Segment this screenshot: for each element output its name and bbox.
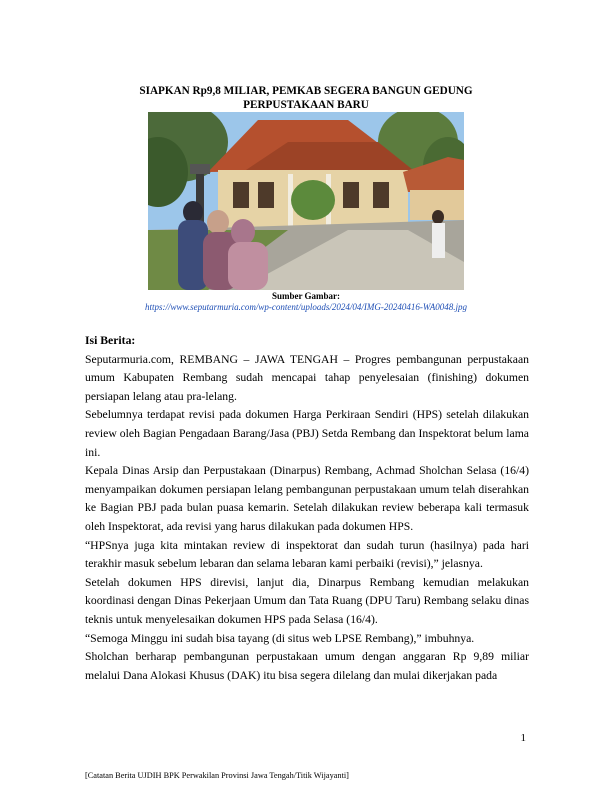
document-title-line2: PERPUSTAKAAN BARU <box>243 99 369 111</box>
page-number: 1 <box>520 732 526 744</box>
paragraph-1: Seputarmuria.com, REMBANG – JAWA TENGAH – Progres pembangunan perpustakaan umum Kabupaten Rembang sudah mencapai tahap penyelesaian (finishing) dokumen persiapan lelang atau pra-lelang. <box>85 352 529 403</box>
image-source-link[interactable]: https://www.seputarmuria.com/wp-content/uploads/2024/04/IMG-20240416-WA0048.jpg <box>145 302 467 312</box>
photo-illustration <box>148 112 464 290</box>
document-title <box>100 84 512 112</box>
paragraph-6: “Semoga Minggu ini sudah bisa tayang (di situs web LPSE Rembang),” imbuhnya. <box>85 631 475 645</box>
section-heading: Isi Berita: <box>85 334 136 347</box>
footer-note: [Catatan Berita UJDIH BPK Perwakilan Provinsi Jawa Tengah/Titik Wijayanti] <box>85 771 349 780</box>
paragraph-3: Kepala Dinas Arsip dan Perpustakaan (Dinarpus) Rembang, Achmad Sholchan Selasa (16/4) menyampaikan dokumen persiapan lelang pembangunan perpustakaan umum telah diserahkan ke Bagian PBJ pada bulan puasa kemarin. Setelah dilakukan review beberapa kali termasuk oleh Inspektorat, ada revisi yang harus dilakukan pada dokumen HPS. <box>85 464 529 533</box>
image-caption-label: Sumber Gambar: <box>271 291 341 301</box>
paragraph-2: Sebelumnya terdapat revisi pada dokumen Harga Perkiraan Sendiri (HPS) setelah dilakukan review oleh Bagian Pengadaan Barang/Jasa (PBJ) Setda Rembang dan Inspektorat belum lama ini. <box>85 408 529 459</box>
paragraph-5: Setelah dokumen HPS direvisi, lanjut dia, Dinarpus Rembang kemudian melakukan koordinasi dengan Dinas Pekerjaan Umum dan Tata Ruang (DPU Taru) Rembang selaku dinas teknis untuk menyelesaikan dokumen HPS pada Selasa (16/4). <box>85 575 529 626</box>
paragraph-7: Sholchan berharap pembangunan perpustakaan umum dengan anggaran Rp 9,89 miliar melalui Dana Alokasi Khusus (DAK) itu bisa segera dilelang dan mulai dikerjakan pada <box>85 650 529 682</box>
article-body <box>85 332 529 685</box>
document-title-line1: SIAPKAN Rp9,8 MILIAR, PEMKAB SEGERA BANGUN GEDUNG <box>139 85 473 97</box>
image-caption <box>100 291 512 313</box>
paragraph-4: “HPSnya juga kita mintakan review di inspektorat dan sudah turun (hasilnya) pada hari terakhir masuk sebelum lebaran dan selama lebaran kami perbaiki (revisi),” jelasnya. <box>85 538 529 571</box>
news-photo <box>148 112 464 290</box>
